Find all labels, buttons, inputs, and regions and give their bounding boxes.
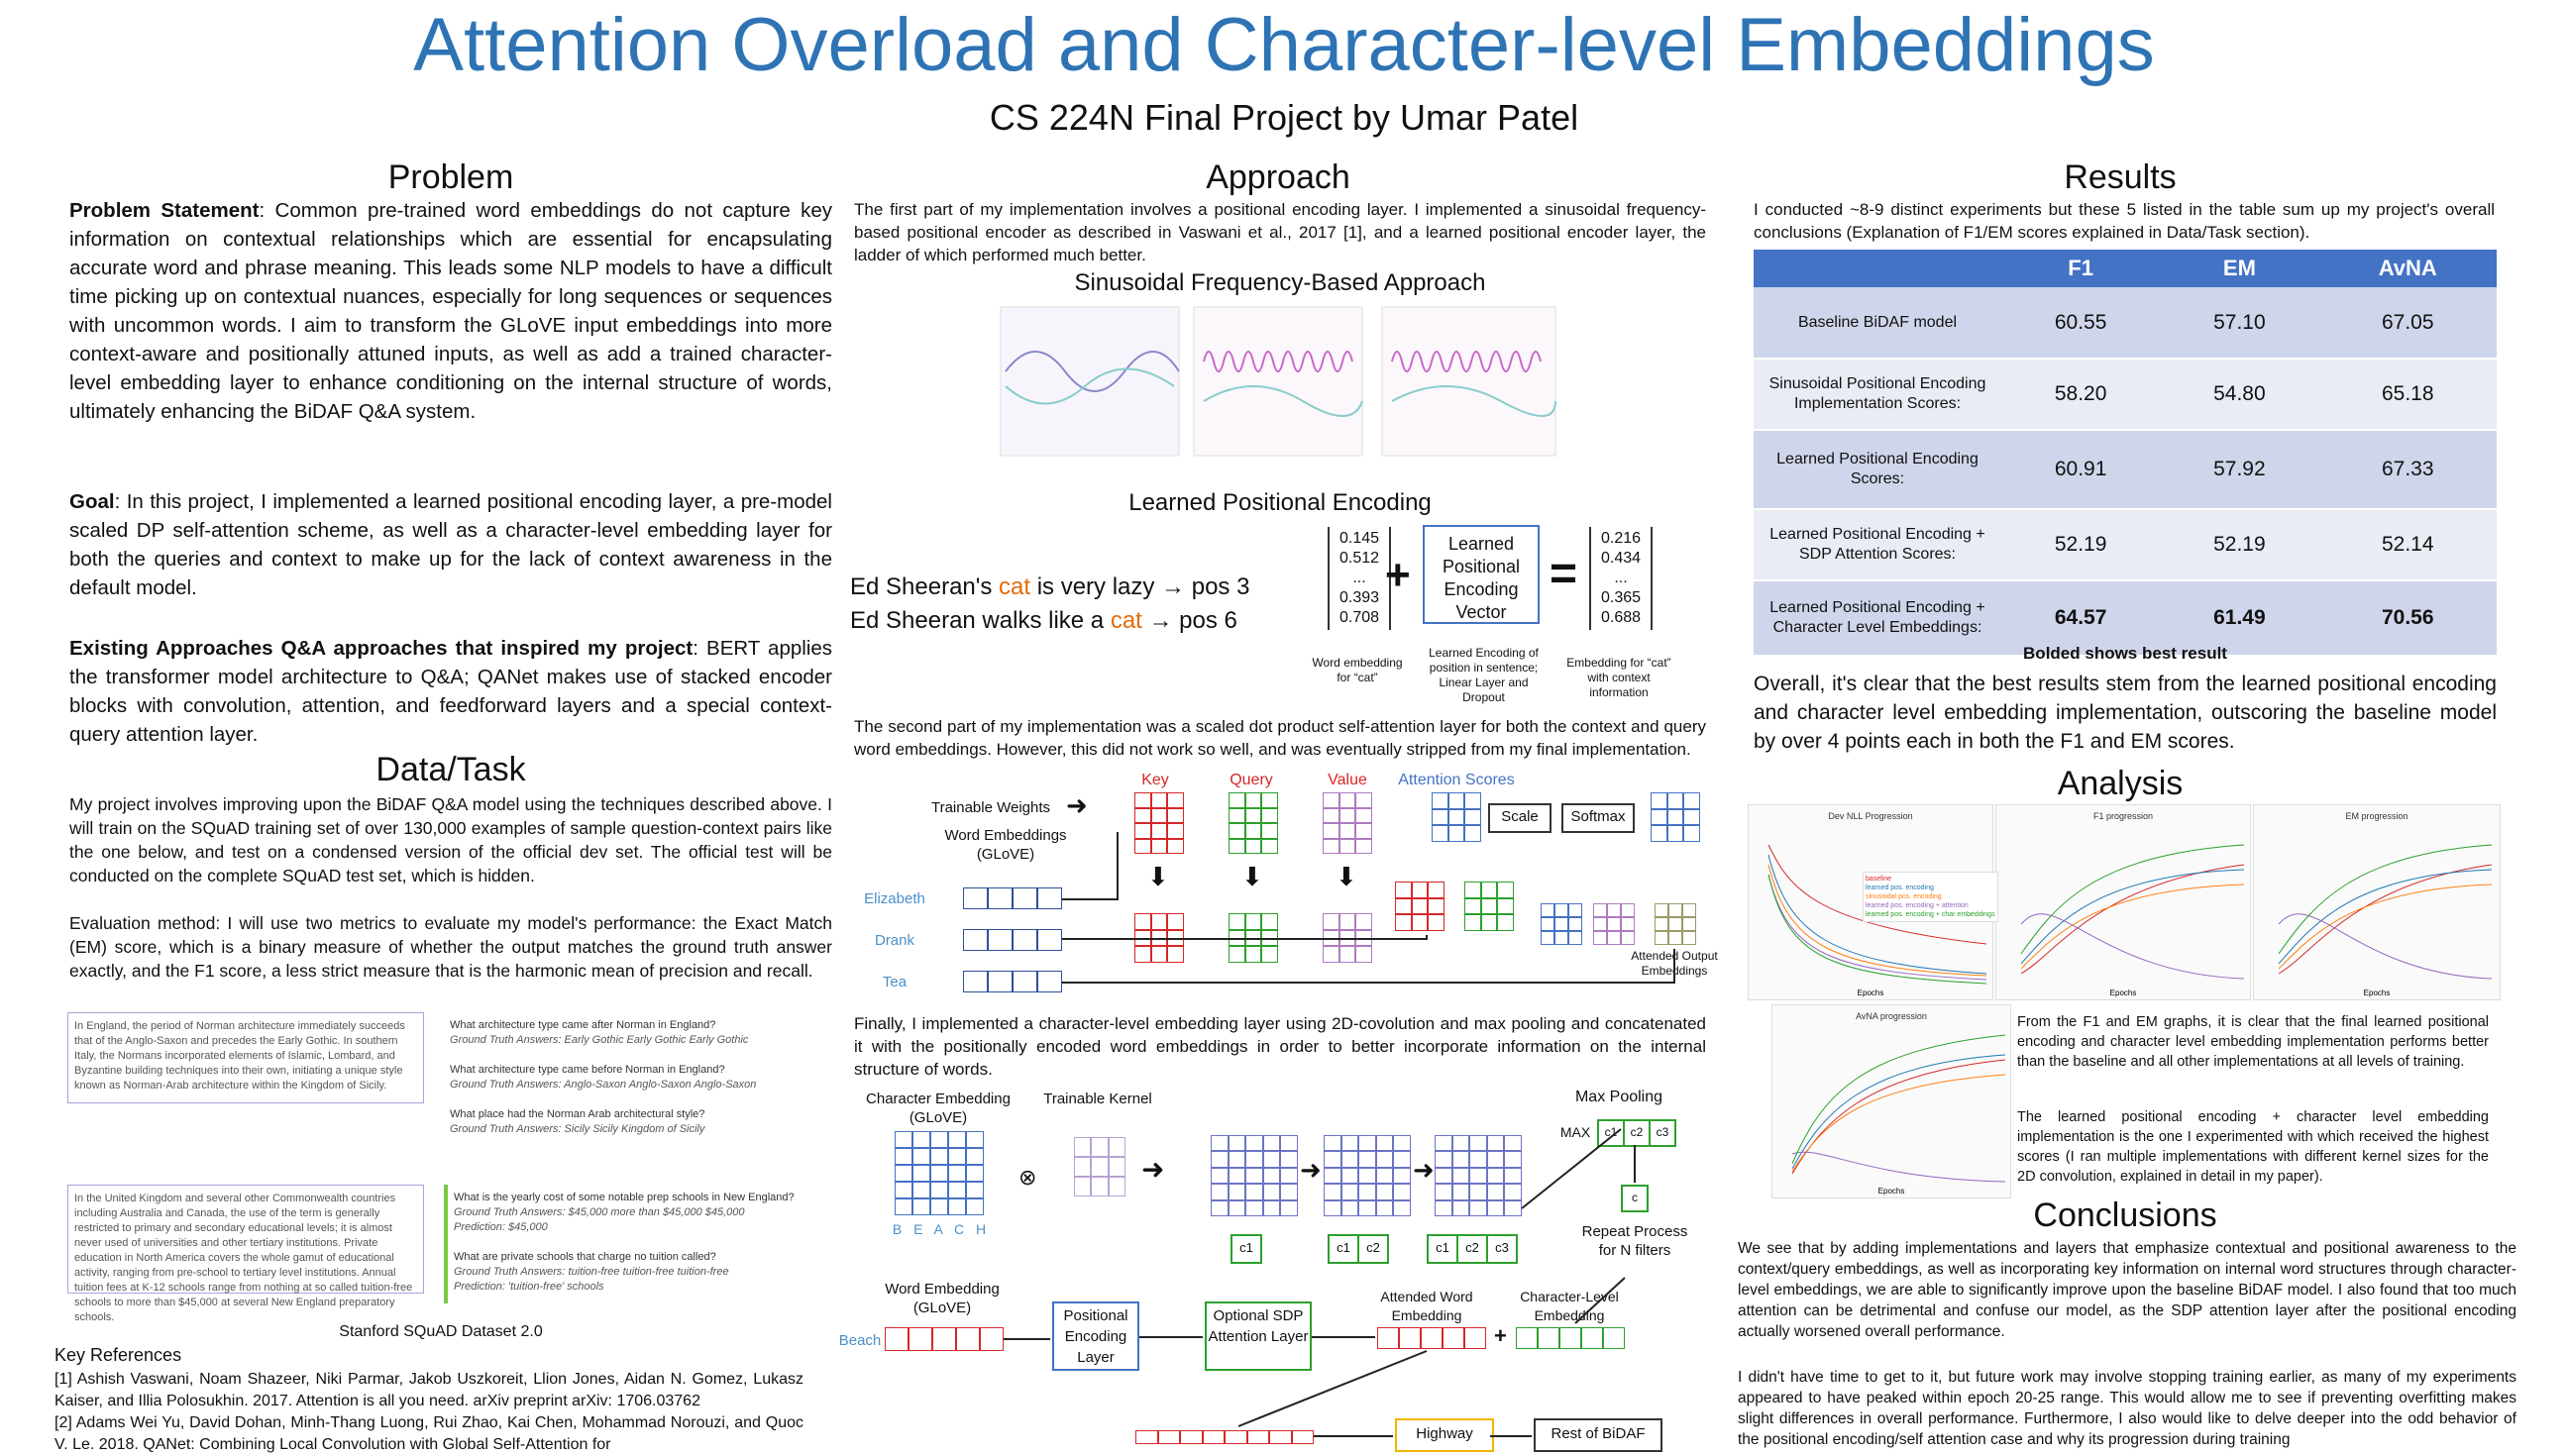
header-avna: AvNA bbox=[2319, 250, 2497, 287]
answer-4: Ground Truth Answers: $45,000 more than $45,000 $45,000 bbox=[454, 1206, 745, 1218]
data-task-p2: Evaluation method: I will use two metrics to evaluate my model's performance: the Exact Match (EM) score, which is a binary measure of whether the output matches the ground truth answer exactly, and the F1 score, a less strict measure that is the harmonic mean of precision and recall. bbox=[69, 913, 832, 981]
row-f1: 52.19 bbox=[2001, 509, 2160, 580]
arrow-down-key-icon: ⬇ bbox=[1147, 862, 1169, 891]
token-drank: Drank bbox=[874, 932, 914, 949]
c1-box-3: c1 bbox=[1427, 1234, 1458, 1264]
arrow-down-value-icon: ⬇ bbox=[1336, 862, 1357, 891]
value-matrix bbox=[1323, 913, 1372, 963]
reference-1: [1] Ashish Vaswani, Noam Shazeer, Niki Parmar, Jakob Uszkoreit, Llion Jones, Aidan N. Gomez, Lukasz Kaiser, and Illia Polosukhin. 2017. Attention is all you need. arXiv preprint arXiv: 1706.03762 bbox=[54, 1371, 803, 1409]
vec2-entry: 0.688 bbox=[1600, 609, 1642, 626]
bold-note: Bolded shows best result bbox=[2023, 644, 2227, 663]
char-embedding-label: Character Embedding (GLoVE) bbox=[866, 1091, 1011, 1126]
conv-step-1 bbox=[1211, 1135, 1298, 1216]
references-heading: Key References bbox=[54, 1345, 182, 1365]
row-name: Learned Positional Encoding Scores: bbox=[1754, 430, 2001, 509]
poster-title: Attention Overload and Character-level Embeddings bbox=[413, 3, 2155, 87]
poster-subtitle: CS 224N Final Project by Umar Patel bbox=[989, 97, 1579, 138]
plot-legend: baseline learned pos. encoding sinusoidal pos. encoding learned pos. encoding + attention learned pos. encoding + char embeddings bbox=[1863, 872, 1998, 922]
approach-p2: The second part of my implementation was a scaled dot product self-attention layer for both the context and query word embeddings. However, this did not work so well, and was eventually stripped from my final implementation. bbox=[854, 717, 1706, 759]
analysis-p2: The learned positional encoding + character level embedding implementation is the one I experimented with which received the highest scores (I ran multiple implementations with different kernel sizes for the 2D convolution, explained in detail in my paper). bbox=[2017, 1109, 2489, 1185]
word-embedding-label: Word Embedding (GLoVE) bbox=[885, 1281, 1000, 1316]
kernel-grid bbox=[1074, 1137, 1125, 1196]
max-label: MAX bbox=[1559, 1124, 1591, 1140]
plus-sign-2: + bbox=[1494, 1323, 1507, 1348]
squad-context-1: In England, the period of Norman architecture immediately succeeds that of the Anglo-Saxon and precedes the Early Gothic. In southern Italy, the Normans incorporated elements of Islamic, Lombard, and Byzantine building techniques into their own, initiating a unique style known as Norman-Arab architecture within the Kingdom of Sicily. bbox=[67, 1012, 424, 1103]
row-f1: 60.91 bbox=[2001, 430, 2160, 509]
attention-scores-grid bbox=[1432, 792, 1481, 842]
line-learned bbox=[1792, 1055, 2005, 1169]
key-matrix bbox=[1134, 913, 1184, 963]
row-avna: 67.05 bbox=[2319, 287, 2497, 359]
approach-heading: Approach bbox=[1206, 158, 1350, 196]
question-3: What place had the Norman Arab architectural style? bbox=[450, 1108, 705, 1120]
convolution-icon: ⊗ bbox=[1018, 1165, 1037, 1190]
data-task-p1: My project involves improving upon the BiDAF Q&A model using the techniques described above. I will train on the SQuAD training set of over 130,000 examples of sample question-context pairs like the one below, and test on a condensed version of the official dev set. The official test will be conducted on the complete SQuAD test set, which is hidden. bbox=[69, 794, 832, 885]
scale-box: Scale bbox=[1488, 803, 1552, 833]
vec2-entry: 0.216 bbox=[1600, 530, 1642, 547]
problem-heading: Problem bbox=[387, 158, 514, 196]
statement-text: : Common pre-trained word embeddings do not capture key information on contextual relationships which are essential for encapsulating accurate word and phrase meaning. This leads some NLP models to have a difficult time picking up on contextual nuances, especially for long sequences or sequences with uncommon words. I aim to transform the GLoVE input embeddings into more context-aware and positionally attuned inputs, as well as add a trained character-level embedding layer to enhance conditioning on the internal structure of words, ultimately enhancing the BiDAF Q&A system. bbox=[69, 199, 832, 423]
row-em: 57.10 bbox=[2160, 287, 2318, 359]
row-name: Baseline BiDAF model bbox=[1754, 287, 2001, 359]
char-letters: B E A C H bbox=[892, 1221, 991, 1237]
row-name: Sinusoidal Positional Encoding Implementation Scores: bbox=[1754, 359, 2001, 430]
pool-c2: c2 bbox=[1623, 1119, 1651, 1147]
token-beach: Beach bbox=[838, 1332, 882, 1349]
key-label: Key bbox=[1141, 772, 1169, 788]
analysis-p1: From the F1 and EM graphs, it is clear that the final learned positional encoding and character level embedding implementation performs better than the baseline and all other implementations at all levels of training. bbox=[2017, 1014, 2489, 1070]
question-2: What architecture type came before Norman in England? bbox=[450, 1064, 725, 1076]
table-row bbox=[1754, 359, 2497, 430]
example-sentences bbox=[850, 571, 1249, 638]
attended-word-embedding-label: Attended Word Embedding bbox=[1380, 1289, 1473, 1323]
conclusions-p2: I didn't have time to get to it, but future work may involve stopping training earlier, as many of my experiments appeared to have peaked within epoch 20-25 range. This would allow me to see if preventing overfitting makes slight differences in overall performance. Furthermore, I also would like to delve deeper into the odd behavior of the positional encoding/self attention case and why its progression during training bbox=[1738, 1369, 2516, 1448]
pool-result-c: c bbox=[1621, 1185, 1649, 1212]
vec1-entry: 0.145 bbox=[1338, 530, 1380, 547]
goal-label: Goal bbox=[69, 490, 115, 513]
conclusions-heading: Conclusions bbox=[2033, 1196, 2217, 1234]
results-table bbox=[1754, 250, 2497, 657]
header-blank bbox=[1754, 250, 2001, 287]
sentence-1: Ed Sheeran's cat is very lazy → pos 3 bbox=[850, 573, 1250, 600]
results-intro: I conducted ~8-9 distinct experiments but these 5 listed in the table sum up my project's overall conclusions (Explanation of F1/EM scores explained in Data/Task section). bbox=[1754, 200, 2495, 242]
sin-panel-2 bbox=[1194, 307, 1362, 456]
table-row bbox=[1754, 509, 2497, 580]
plot-title: F1 progression bbox=[2092, 811, 2154, 821]
question-4: What is the yearly cost of some notable prep schools in New England? bbox=[454, 1192, 795, 1203]
pool-c1: c1 bbox=[1597, 1119, 1625, 1147]
conclusions-p1: We see that by adding implementations and layers that emphasize contextual and positional awareness to the context/query embeddings, as well as incorporating key information on internal word structures through character-level embeddings, we are able to significantly improve upon the baseline BiDAF model. I also found that too much attention can be detrimental and confuse our model, as the SDP attention layer after the positional encoding actually worsened overall performance. bbox=[1738, 1240, 2516, 1340]
arrow-conv-2-icon: ➜ bbox=[1413, 1155, 1435, 1185]
plot-em bbox=[2253, 804, 2501, 1000]
row-name: Learned Positional Encoding + Character Level Embeddings: bbox=[1754, 580, 2001, 656]
plot-title: EM progression bbox=[2345, 811, 2408, 821]
embed-row-1 bbox=[963, 887, 1062, 909]
plot-xlabel: Epochs bbox=[2363, 988, 2391, 997]
c2-box-2: c2 bbox=[1357, 1234, 1389, 1264]
label-context-embedding: Embedding for “cat” with context information bbox=[1566, 656, 1671, 699]
results-header-row bbox=[1754, 250, 2497, 287]
problem-statement bbox=[69, 196, 832, 426]
line-char bbox=[1792, 1035, 2005, 1164]
analysis-heading: Analysis bbox=[2057, 765, 2184, 802]
scores-product-matrix bbox=[1541, 903, 1582, 945]
value-weights-grid bbox=[1323, 792, 1372, 854]
pool-c3: c3 bbox=[1649, 1119, 1676, 1147]
query-matrix bbox=[1229, 913, 1278, 963]
key-weights-grid bbox=[1134, 792, 1184, 854]
statement-label: Problem Statement bbox=[69, 199, 260, 222]
approach-p1: The first part of my implementation involves a positional encoding layer. I implemented a sinusoidal frequency-based positional encoder as described in Vaswani et al., 2017 [1], and a learned positional encoder layer, the ladder of which performed much better. bbox=[854, 200, 1706, 264]
vec2-entry: 0.365 bbox=[1600, 589, 1642, 606]
vec1-entry: 0.512 bbox=[1338, 550, 1380, 567]
query-product-matrix bbox=[1464, 882, 1514, 931]
line-sinusoidal bbox=[2021, 884, 2244, 969]
sentence-2: Ed Sheeran walks like a cat → pos 6 bbox=[850, 607, 1237, 634]
data-task-heading: Data/Task bbox=[375, 751, 526, 788]
arrow-to-conv-icon: ➜ bbox=[1141, 1154, 1165, 1185]
header-em: EM bbox=[2160, 250, 2318, 287]
goal-paragraph bbox=[69, 487, 832, 602]
word-embeddings-label: Word Embeddings (GLoVE) bbox=[944, 827, 1067, 863]
plus-sign-1: + bbox=[1385, 551, 1411, 599]
attention-scores-label: Attention Scores bbox=[1398, 772, 1515, 788]
row-em: 52.19 bbox=[2160, 509, 2318, 580]
line-sinusoidal bbox=[1792, 1075, 2005, 1172]
c2-box-3: c2 bbox=[1456, 1234, 1488, 1264]
plot-xlabel: Epochs bbox=[1857, 988, 1884, 997]
results-heading: Results bbox=[2064, 158, 2177, 196]
line-baseline bbox=[2279, 865, 2492, 974]
values-product-matrix bbox=[1593, 903, 1635, 945]
query-weights-grid bbox=[1229, 792, 1278, 854]
equals-sign: = bbox=[1550, 548, 1578, 600]
answer-1: Ground Truth Answers: Early Gothic Early Gothic Early Gothic bbox=[450, 1034, 749, 1046]
existing-text: : BERT applies the transformer model architecture to Q&A; QANet makes use of stacked encoder blocks with convolution, attention, and feedforward layers and a special context-query attention layer. bbox=[69, 637, 833, 746]
reference-2: [2] Adams Wei Yu, David Dohan, Minh-Thang Luong, Rui Zhao, Kai Chen, Mohammad Norouzi, and Quoc V. Le. 2018. QANet: Combining Local Convolution with Global Self-Attention for bbox=[54, 1414, 803, 1453]
conv-step-2 bbox=[1324, 1135, 1411, 1216]
lpe-vector-box: Learned Positional Encoding Vector bbox=[1423, 525, 1540, 624]
attended-output-label: Attended Output Embeddings bbox=[1631, 949, 1718, 978]
row-name: Learned Positional Encoding + SDP Attention Scores: bbox=[1754, 509, 2001, 580]
token-elizabeth: Elizabeth bbox=[864, 890, 925, 907]
arrow-conv-1-icon: ➜ bbox=[1300, 1155, 1322, 1185]
row-avna: 65.18 bbox=[2319, 359, 2497, 430]
attended-embedding-row bbox=[1377, 1327, 1486, 1349]
line-attention bbox=[1792, 1152, 2005, 1182]
row-em: 57.92 bbox=[2160, 430, 2318, 509]
question-1: What architecture type came after Norman in England? bbox=[450, 1019, 716, 1031]
plot-title: AvNA progression bbox=[1856, 1011, 1927, 1021]
char-level-embedding-label: Character-Level Embedding bbox=[1520, 1289, 1619, 1323]
answer-3: Ground Truth Answers: Sicily Sicily Kingdom of Sicily bbox=[450, 1123, 705, 1135]
results-overall: Overall, it's clear that the best results stem from the learned positional encoding and character level embedding implementation, outscoring the baseline model by over 4 points each in both the F1 and EM scores. bbox=[1754, 673, 2497, 753]
vec2-entry: ... bbox=[1614, 570, 1628, 586]
trainable-weights-label: Trainable Weights bbox=[930, 799, 1051, 816]
token-tea: Tea bbox=[882, 974, 908, 990]
line-char bbox=[2279, 845, 2492, 954]
table-row bbox=[1754, 430, 2497, 509]
row-em: 54.80 bbox=[2160, 359, 2318, 430]
row-avna: 67.33 bbox=[2319, 430, 2497, 509]
char-embedding-grid bbox=[895, 1131, 984, 1215]
answer-2: Ground Truth Answers: Anglo-Saxon Anglo-Saxon Anglo-Saxon bbox=[450, 1079, 757, 1091]
attended-output-matrix bbox=[1655, 903, 1696, 945]
line-baseline bbox=[1792, 1060, 2005, 1174]
arrow-right-icon: ➜ bbox=[1066, 790, 1088, 820]
embed-row-2 bbox=[963, 929, 1062, 951]
conv-step-3 bbox=[1435, 1135, 1522, 1216]
plot-avna bbox=[1771, 1004, 2011, 1198]
approach-p3: Finally, I implemented a character-level embedding layer using 2D-covolution and max pooling and concatenated it with the positionally encoded word embeddings in order to better incorporate information on the internal structure of words. bbox=[854, 1014, 1706, 1079]
existing-label: Existing Approaches Q&A approaches that inspired my project bbox=[69, 637, 694, 660]
vec1-entry: ... bbox=[1352, 570, 1366, 586]
c3-box-3: c3 bbox=[1486, 1234, 1518, 1264]
plot-title: Dev NLL Progression bbox=[1828, 811, 1913, 821]
sinusoidal-figure bbox=[996, 302, 1560, 461]
squad-questions-2 bbox=[444, 1185, 804, 1303]
existing-approaches bbox=[69, 634, 832, 749]
label-word-embedding: Word embedding for “cat” bbox=[1312, 656, 1403, 684]
squad-caption: Stanford SQuAD Dataset 2.0 bbox=[339, 1323, 543, 1340]
embed-row-3 bbox=[963, 971, 1062, 992]
softmax-box: Softmax bbox=[1561, 803, 1635, 833]
learned-pe-heading: Learned Positional Encoding bbox=[1128, 489, 1432, 516]
concat-embedding-row bbox=[1135, 1430, 1314, 1444]
plot-xlabel: Epochs bbox=[2109, 988, 2137, 997]
row-avna: 70.56 bbox=[2319, 580, 2497, 656]
row-f1: 60.55 bbox=[2001, 287, 2160, 359]
plot-f1 bbox=[1995, 804, 2251, 1000]
plot-xlabel: Epochs bbox=[1877, 1187, 1905, 1196]
sdp-layer-box: Optional SDP Attention Layer bbox=[1205, 1301, 1312, 1371]
answer-5: Ground Truth Answers: tuition-free tuition-free tuition-free bbox=[454, 1266, 729, 1278]
row-avna: 52.14 bbox=[2319, 509, 2497, 580]
header-f1: F1 bbox=[2001, 250, 2160, 287]
question-5: What are private schools that charge no tuition called? bbox=[454, 1251, 716, 1263]
line-baseline bbox=[2021, 865, 2244, 974]
row-em: 61.49 bbox=[2160, 580, 2318, 656]
row-f1: 58.20 bbox=[2001, 359, 2160, 430]
max-pooling-label: Max Pooling bbox=[1574, 1089, 1663, 1105]
context-embedding-vector bbox=[1589, 527, 1653, 630]
c1-box-2: c1 bbox=[1328, 1234, 1359, 1264]
char-embedding-row bbox=[1516, 1327, 1625, 1349]
softmax-output-grid bbox=[1651, 792, 1700, 842]
query-label: Query bbox=[1230, 772, 1273, 788]
repeat-label: Repeat Process for N filters bbox=[1581, 1223, 1688, 1259]
sin-panel-3 bbox=[1382, 307, 1555, 456]
squad-questions-1 bbox=[444, 1012, 804, 1179]
prediction-5: Prediction: 'tuition-free' schools bbox=[454, 1281, 604, 1293]
line-attention bbox=[2279, 914, 2492, 979]
beach-embedding-row bbox=[885, 1327, 1004, 1351]
table-row bbox=[1754, 287, 2497, 359]
value-label: Value bbox=[1328, 772, 1367, 788]
key-product-matrix bbox=[1395, 882, 1444, 931]
vec1-entry: 0.708 bbox=[1338, 609, 1380, 626]
line-sinusoidal bbox=[2279, 884, 2492, 969]
pe-layer-box: Positional Encoding Layer bbox=[1052, 1301, 1139, 1371]
prediction-4: Prediction: $45,000 bbox=[454, 1221, 548, 1233]
trainable-kernel-label: Trainable Kernel bbox=[1043, 1091, 1152, 1107]
sinusoidal-heading: Sinusoidal Frequency-Based Approach bbox=[1074, 269, 1486, 296]
label-learned-encoding: Learned Encoding of position in sentence; Linear Layer and Dropout bbox=[1429, 646, 1539, 704]
rest-bidaf-box: Rest of BiDAF bbox=[1534, 1418, 1662, 1452]
highway-box: Highway bbox=[1395, 1418, 1494, 1452]
word-embedding-vector bbox=[1328, 527, 1391, 630]
vec1-entry: 0.393 bbox=[1338, 589, 1380, 606]
row-f1: 64.57 bbox=[2001, 580, 2160, 656]
c1-box-1: c1 bbox=[1230, 1234, 1262, 1264]
vec2-entry: 0.434 bbox=[1600, 550, 1642, 567]
goal-text: : In this project, I implemented a learned positional encoding layer, a pre-model scaled DP self-attention scheme, as well as a character-level embedding layer for both the queries and context to make up for the lack of context awareness in the default model. bbox=[69, 490, 832, 599]
arrow-down-query-icon: ⬇ bbox=[1241, 862, 1263, 891]
squad-context-2: In the United Kingdom and several other Commonwealth countries including Australia and Canada, the use of the term is generally restricted to primary and secondary educational levels; it is almost never used of universities and other tertiary institutions. Private education in North America covers the whole gamut of educational activity, ranging from pre-school to tertiary level institutions. Annual tuition fees at K-12 schools range from nothing at so called tuition-free schools to more than $45,000 at several New England preparatory schools. bbox=[67, 1185, 424, 1294]
